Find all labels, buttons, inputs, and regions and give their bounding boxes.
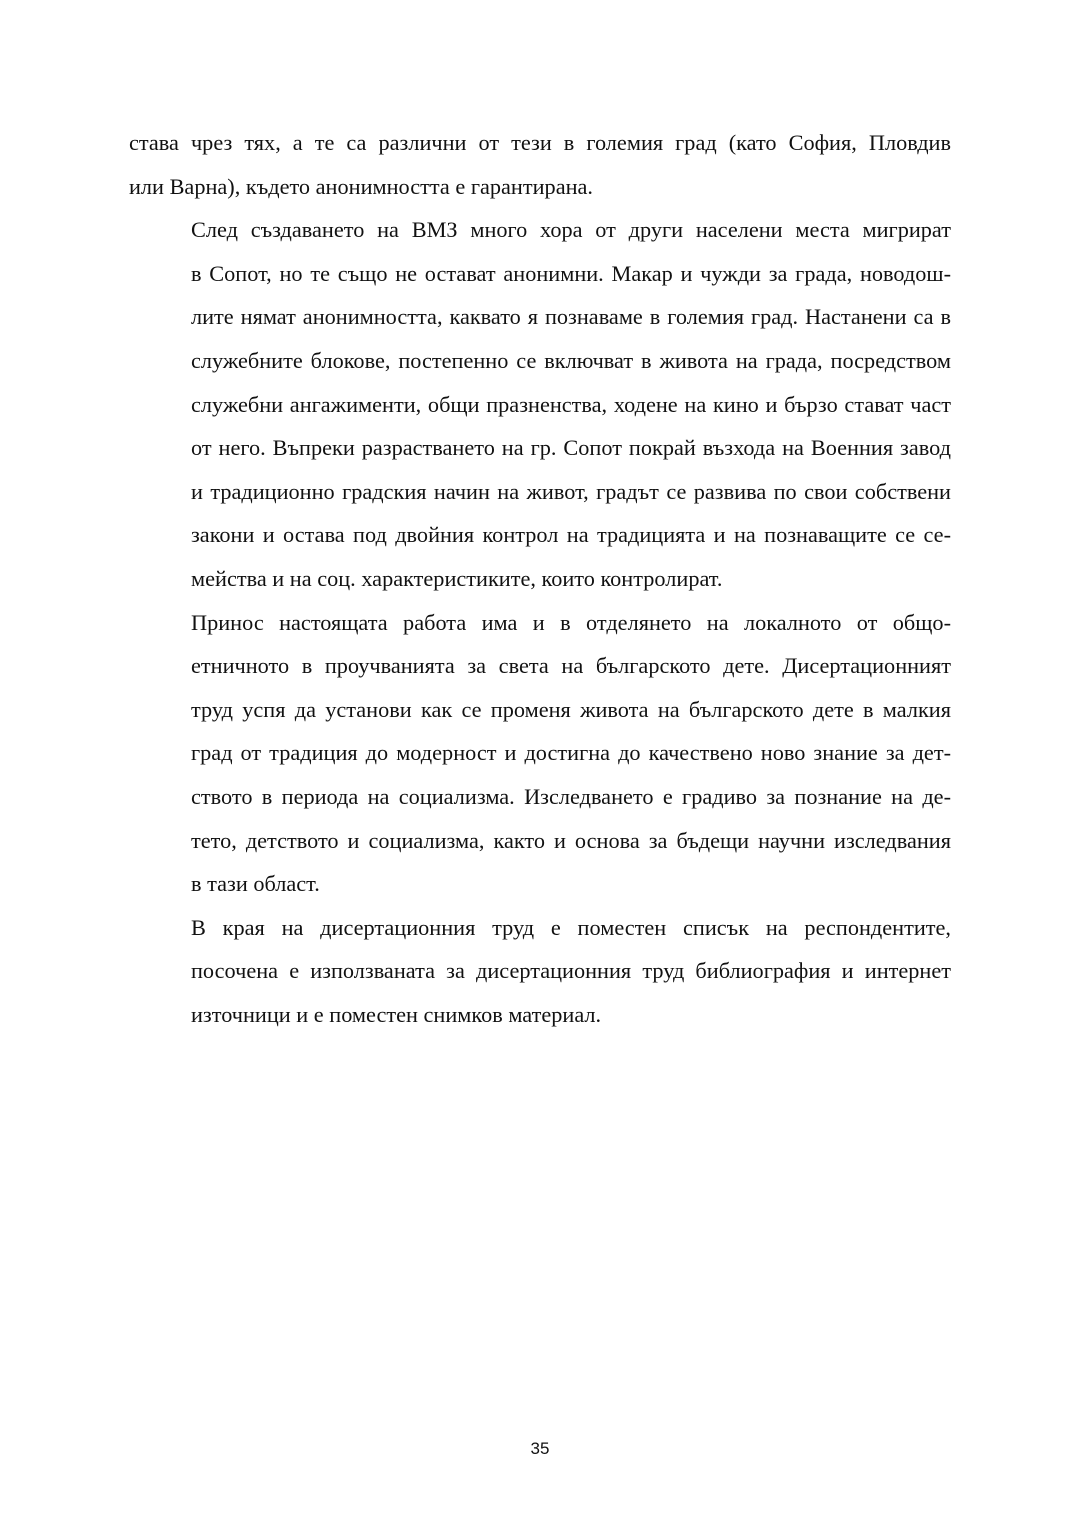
text-line: труд успя да установи как се променя живота на българското дете в малкия [191,696,951,722]
paragraph-1 [129,121,951,208]
text-line: и традиционно градския начин на живот, градът се развива по свои собствени [191,478,951,504]
text-line: ството в периода на социализма. Изследването е градиво за познание на де- [191,783,951,809]
text-line: лите нямат анонимността, каквато я познаваме в големия град. Настанени са в [191,304,951,330]
text-line: източници и е поместен снимков материал. [191,1001,602,1027]
text-line: в тази област. [191,871,320,897]
text-line: етничното в проучванията за света на българското дете. Дисертационният [191,653,951,679]
text-line: посочена е използваната за дисертационния труд библиография и интернет [191,958,951,984]
text-line: Принос настоящата работа има и в отделянето на локалното от общо- [191,609,951,635]
paragraph-2 [129,208,951,600]
text-line: закони и остава под двойния контрол на традицията и на познаващите се се- [191,522,951,548]
page-number: 35 [530,1439,550,1458]
text-line: В края на дисертационния труд е поместен списък на респондентите, [191,914,951,940]
text-line: град от традиция до модерност и достигна до качествено ново знание за дет- [191,740,951,766]
text-line: става чрез тях, а те са различни от тези в големия град (като София, Пловдив [129,130,951,155]
text-line: или Варна), където анонимността е гарантирана. [129,173,593,199]
text-line: мейства и на соц. характеристиките, които контролират. [191,565,723,591]
text-line: тето, детството и социализма, както и основа за бъдещи научни изследвания [191,827,951,853]
text-line: След създаването на ВМЗ много хора от други населени места мигрират [191,217,951,243]
text-line: в Сопот, но те също не остават анонимни. Макар и чужди за града, новодош- [191,260,951,286]
text-line: от него. Въпреки разрастването на гр. Сопот покрай възхода на Военния завод [191,435,951,461]
paragraph-4 [129,906,951,1037]
body-text [129,121,951,1036]
text-line: служебни ангажименти, общи празненства, ходене на кино и бързо стават част [191,391,951,417]
paragraph-3 [129,601,951,906]
text-line: служебните блокове, постепенно се включват в живота на града, посредством [191,347,951,373]
